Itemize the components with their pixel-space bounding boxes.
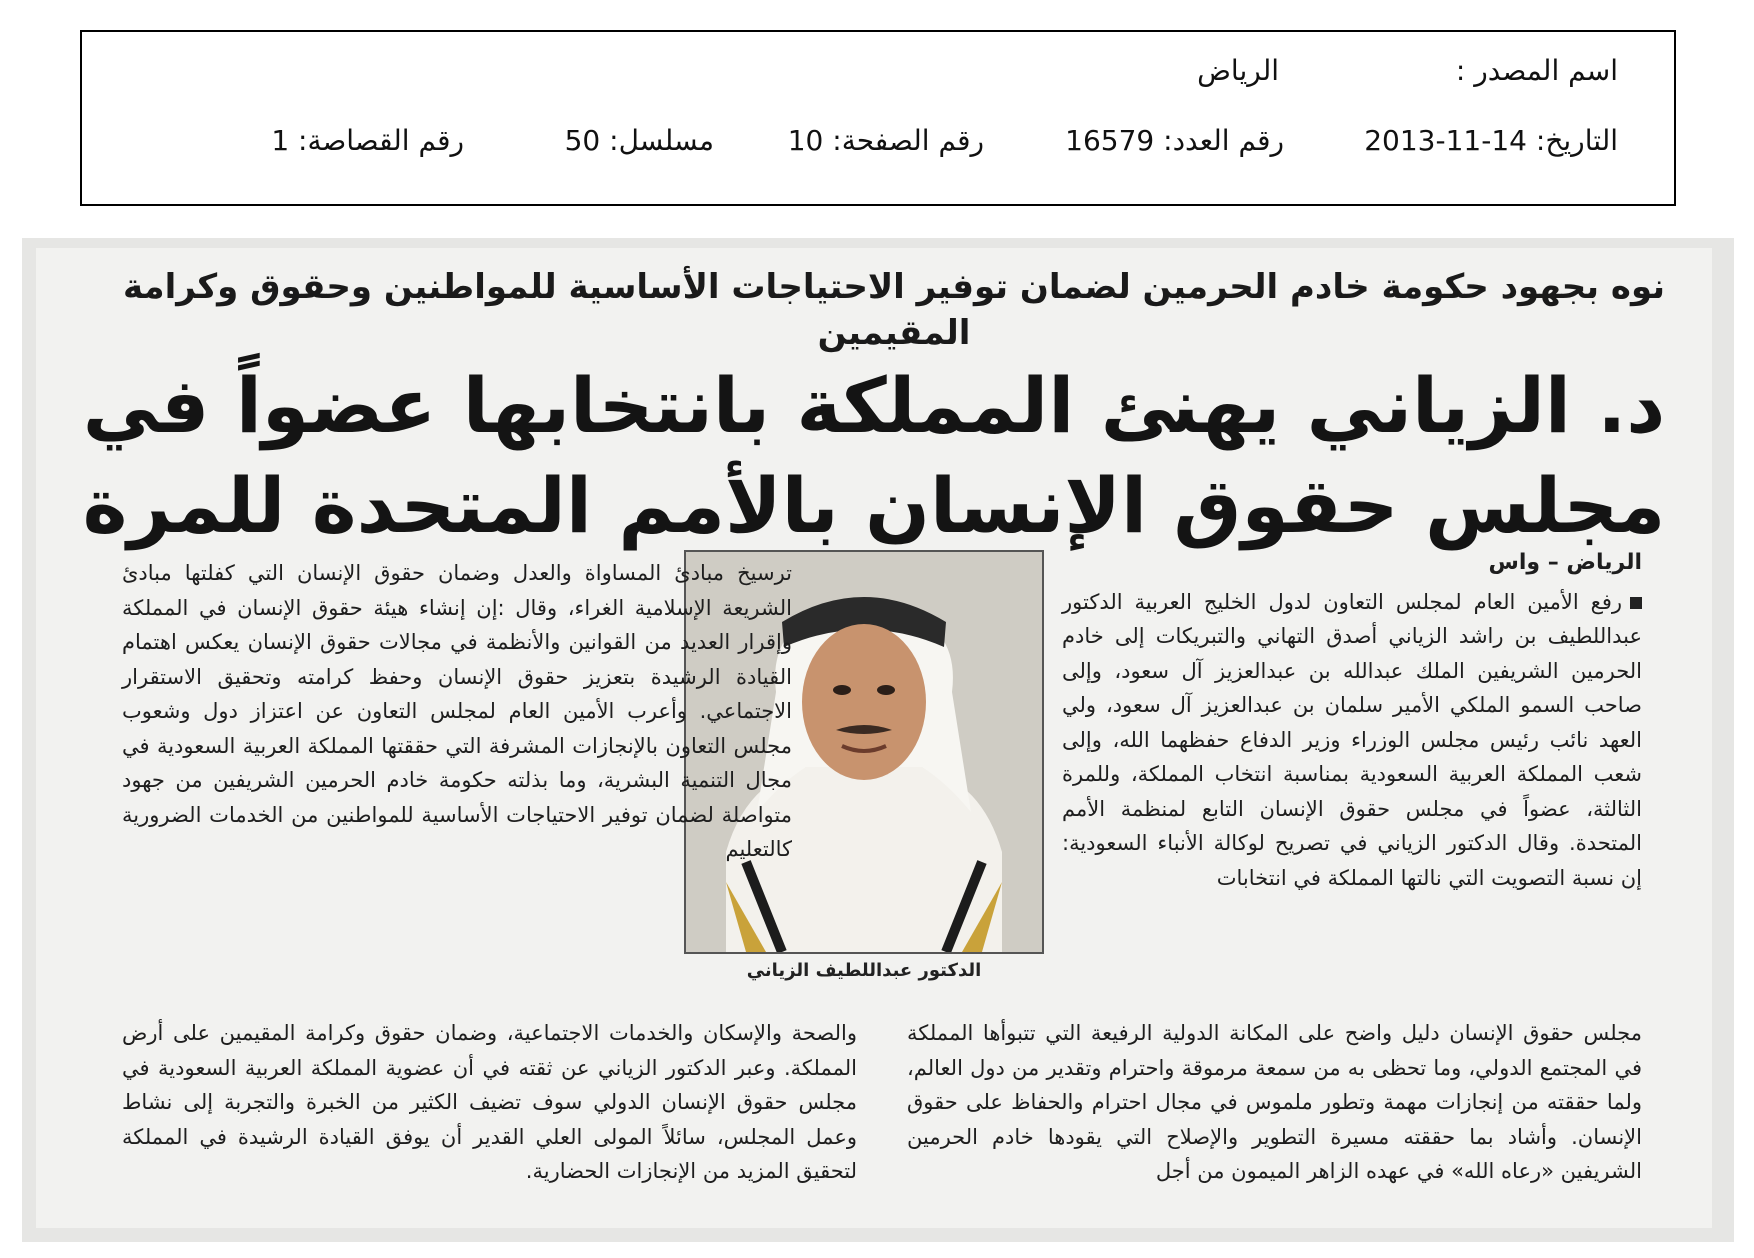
article-column-right (1062, 546, 1642, 895)
column-right-text: رفع الأمين العام لمجلس التعاون لدول الخليج العربية الدكتور عبداللطيف بن راشد الزياني أصدق التهاني والتبريكات إلى خادم الحرمين الشريفين الملك عبدالله بن عبدالعزيز آل سعود، وإلى صاحب السمو الملكي الأمير سلمان بن عبدالعزيز آل سعود، ولي العهد نائب رئيس مجلس الوزراء وزير الدفاع حفظهما الله، وإلى شعب المملكة العربية السعودية بمناسبة انتخاب المملكة، وللمرة الثالثة، عضواً في مجلس حقوق الإنسان التابع لمنظمة الأمم المتحدة. وقال الدكتور الزياني في تصريح لوكالة الأنباء السعودية: إن نسبة التصويت التي نالتها المملكة في انتخابات (1062, 589, 1642, 890)
article-subhead: نوه بجهود حكومة خادم الحرمين لضمان توفير الاحتياجات الأساسية للمواطنين وحقوق وكرامة المقيمين (122, 267, 1666, 353)
clipping-paper (36, 248, 1712, 1228)
column-bottom-left-text: والصحة والإسكان والخدمات الاجتماعية، وضمان حقوق وكرامة المقيمين على أرض المملكة. وعبر الدكتور الزياني عن ثقته في أن عضوية المملكة العربية السعودية في مجلس حقوق الإنسان الدولي سوف تضيف الكثير من الخبرة والتجربة إلى نشاط وعمل المجلس، سائلاً المولى العلي القدير أن يوفق القيادة الرشيدة في المملكة لتحقيق المزيد من الإنجازات الحضارية. (122, 1021, 857, 1183)
article-column-left: ترسيخ مبادئ المساواة والعدل وضمان حقوق الإنسان التي كفلتها مبادئ الشريعة الإسلامية الغراء، وقال :إن إنشاء هيئة حقوق الإنسان في المملكة وإقرار العديد من القوانين والأنظمة في مجالات حقوق الإنسان يعكس اهتمام القيادة الرشيدة بتعزيز حقوق الإنسان وحفظ كرامته وتحقيق الاستقرار الاجتماعي. وأعرب الأمين العام لمجلس التعاون عن اعتزاز دول وشعوب مجلس التعاون بالإنجازات المشرفة التي حققتها المملكة العربية السعودية في مجال التنمية البشرية، وما بذلته حكومة خادم الحرمين الشريفين من جهود متواصلة لضمان توفير الاحتياجات الأساسية للمواطنين من الخدمات الضرورية كالتعليم (122, 561, 792, 861)
metadata-row-details (82, 124, 1674, 164)
page-number-field: رقم الصفحة: 10 (787, 124, 984, 157)
issue-number-field: رقم العدد: 16579 (1065, 124, 1284, 157)
metadata-row-source (82, 54, 1674, 94)
clip-number-field: رقم القصاصة: 1 (271, 124, 464, 157)
photo-caption: الدكتور عبداللطيف الزياني (746, 960, 982, 981)
clipping-metadata-box (80, 30, 1676, 206)
date-field: التاريخ: 14-11-2013 (1364, 124, 1618, 157)
headline-line-2: مجلس حقوق الإنسان بالأمم المتحدة للمرة (82, 461, 1666, 550)
headline-line-1: د. الزياني يهنئ المملكة بانتخابها عضواً في (82, 361, 1666, 450)
column-bottom-right-text: مجلس حقوق الإنسان دليل واضح على المكانة الدولية الرفيعة التي تتبوأها المملكة في المجتمع الدولي، وما تحظى به من سمعة مرموقة واحترام وتقدير من دول العالم، ولما حققته من إنجازات مهمة وتطور ملموس في مجال احترام والحفاظ على حقوق الإنسان. وأشاد بما حققته مسيرة التطوير والإصلاح التي يقودها خادم الحرمين الشريفين «رعاه الله» في عهده الزاهر الميمون من أجل (907, 1021, 1642, 1183)
source-value: الرياض (1197, 54, 1279, 87)
newspaper-clipping (22, 238, 1734, 1242)
bullet-square-icon (1630, 597, 1642, 609)
article-dateline: الرياض – واس (1488, 550, 1642, 575)
article-bottom-row (122, 1016, 1642, 1189)
serial-field: مسلسل: 50 (564, 124, 714, 157)
source-label: اسم المصدر : (1455, 54, 1618, 87)
